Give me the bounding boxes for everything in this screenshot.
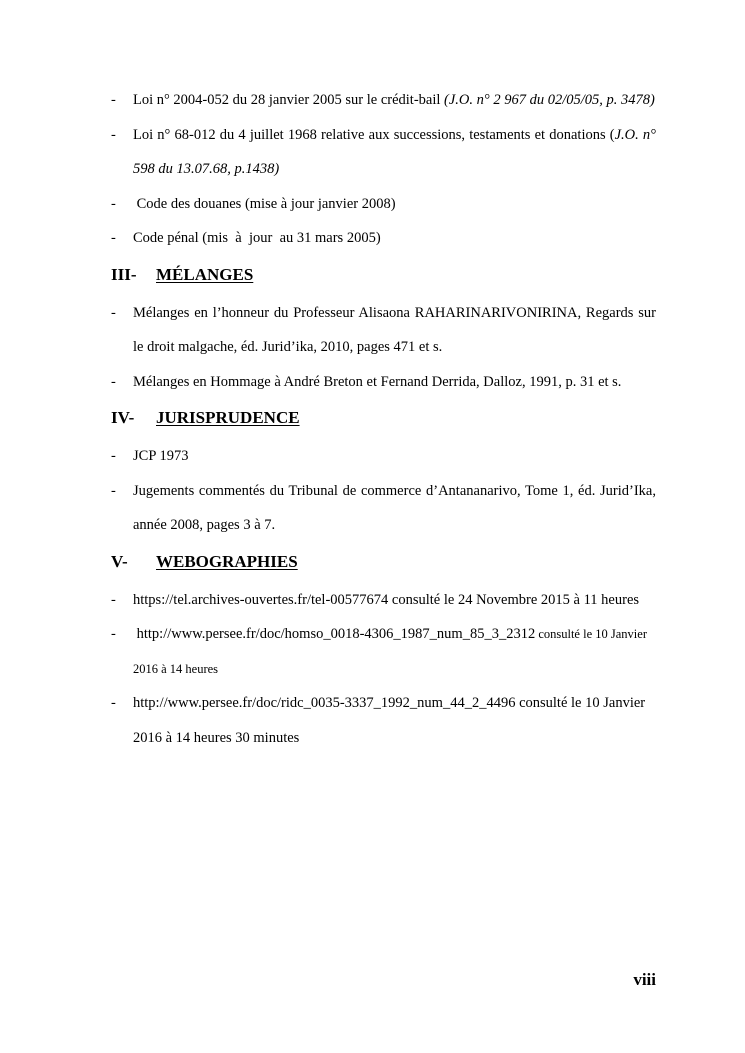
bullet-dash: - <box>111 195 116 212</box>
list-item-text: https://tel.archives-ouvertes.fr/tel-00577674 consulté le 24 Novembre 2015 à 11 heures <box>133 591 640 608</box>
bullet-dash: - <box>111 695 116 711</box>
section-heading-jurisprudence <box>111 400 656 436</box>
list-item <box>111 118 656 187</box>
list-item <box>111 617 656 686</box>
list-item <box>111 187 656 222</box>
page-number: viii <box>633 970 656 989</box>
list-item-text: Loi n° 2004-052 du 28 janvier 2005 sur le crédit-bail (J.O. n° 2 967 du 02/05/05, p. 3478) <box>133 92 655 108</box>
section-title: WEBOGRAPHIES <box>156 551 298 571</box>
list-item-text: JCP 1973 <box>133 448 189 464</box>
list-item <box>111 474 656 543</box>
list-item-text: http://www.persee.fr/doc/homso_0018-4306_1987_num_85_3_2312 consulté le 10 Janvier 2016 à 14 heures <box>133 626 647 676</box>
list-item <box>111 221 656 256</box>
bullet-dash: - <box>111 304 116 321</box>
bullet-dash: - <box>111 591 116 608</box>
bullet-dash: - <box>111 626 116 642</box>
section-title: JURISPRUDENCE <box>156 408 300 427</box>
list-item <box>111 686 656 755</box>
list-item-text: Mélanges en Hommage à André Breton et Fernand Derrida, Dalloz, 1991, p. 31 et s. <box>133 373 622 390</box>
list-item-text: Code pénal (mis à jour au 31 mars 2005) <box>133 230 381 246</box>
section-title: MÉLANGES <box>156 264 254 284</box>
list-item-text: Mélanges en l’honneur du Professeur Alisaona RAHARINARIVONIRINA, Regards sur le droit malgache, éd. Jurid’ika, 2010, pages 471 et s. <box>133 304 656 355</box>
list-item <box>111 583 656 618</box>
section-heading-webographies <box>111 544 656 580</box>
web-url[interactable]: https://tel.archives-ouvertes.fr/tel-00577674 <box>133 591 389 608</box>
list-item-text: Code des douanes (mise à jour janvier 2008) <box>133 195 396 212</box>
reference-italic: J.O. n° 598 du 13.07.68, p.1438) <box>133 126 656 177</box>
list-item-text: Loi n° 68-012 du 4 juillet 1968 relative aux successions, testaments et donations (J.O. n° 598 du 13.07.68, p.1438) <box>133 126 656 177</box>
bullet-dash: - <box>111 373 116 390</box>
bullet-dash: - <box>111 92 116 108</box>
reference-italic: (J.O. n° 2 967 du 02/05/05, p. 3478) <box>444 92 655 108</box>
bullet-dash: - <box>111 448 116 464</box>
list-item <box>111 296 656 365</box>
list-item-text: http://www.persee.fr/doc/ridc_0035-3337_1992_num_44_2_4496 consulté le 10 Janvier 2016 à 14 heures 30 minutes <box>133 695 646 746</box>
web-url[interactable]: http://www.persee.fr/doc/ridc_0035-3337_1992_num_44_2_4496 <box>133 695 516 711</box>
list-item-text: Jugements commentés du Tribunal de commerce d’Antananarivo, Tome 1, éd. Jurid’Ika, année 2008, pages 3 à 7. <box>133 482 656 533</box>
section-heading-melanges <box>111 257 656 293</box>
bullet-dash: - <box>111 230 116 246</box>
list-item <box>111 439 656 474</box>
bullet-dash: - <box>111 126 116 143</box>
web-url[interactable]: http://www.persee.fr/doc/homso_0018-4306_1987_num_85_3_2312 <box>133 626 536 642</box>
list-item <box>111 83 656 118</box>
bibliography-content <box>111 83 656 755</box>
list-item <box>111 365 656 400</box>
section-number: III- <box>111 264 137 284</box>
section-number: V- <box>111 551 128 571</box>
section-number: IV- <box>111 408 135 427</box>
bullet-dash: - <box>111 482 116 499</box>
